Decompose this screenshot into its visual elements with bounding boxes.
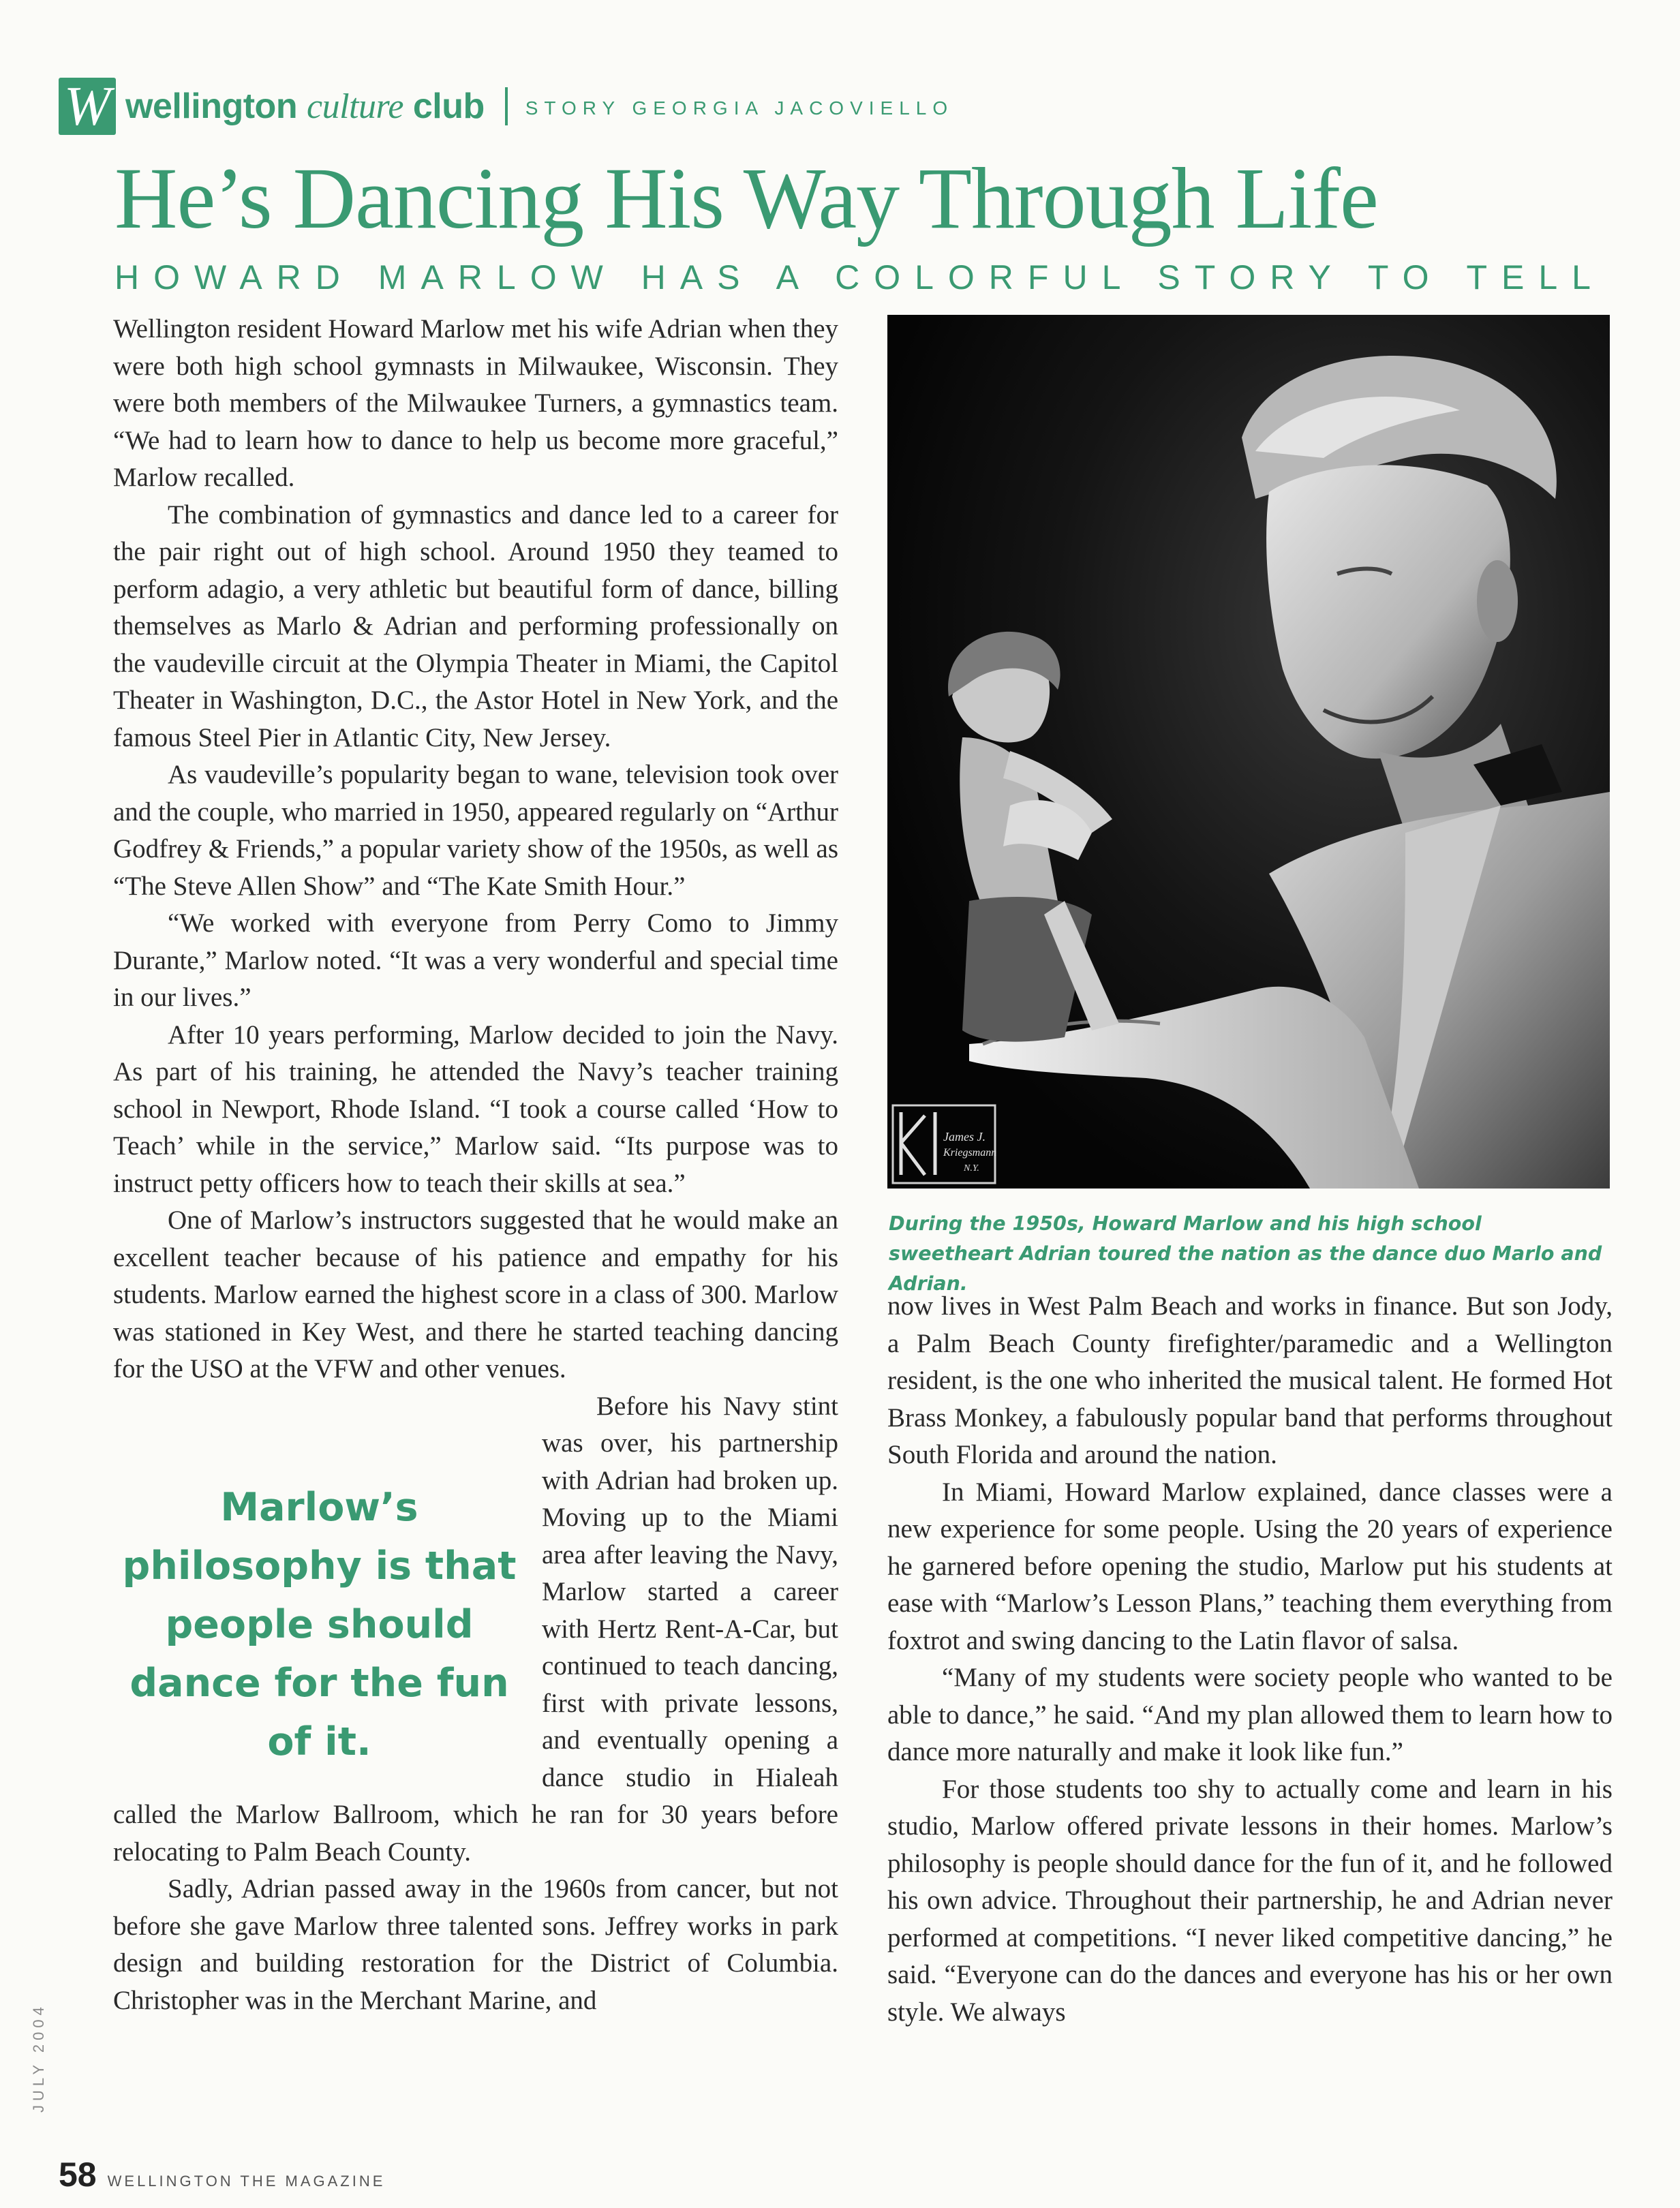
- paragraph: In Miami, Howard Marlow explained, dance classes were a new experience for some people. Using the 20 years of experience he garnered before opening the studio, Marlow put his students at ease with “Marlow’s Lesson Plans,” teaching them everything from foxtrot and swing dancing to the Latin flavor of salsa.: [887, 1477, 1613, 1655]
- issue-date-label: JULY 2004: [30, 2003, 47, 2113]
- section-name-part1: wellington: [125, 87, 307, 126]
- section-name: [125, 86, 485, 127]
- magazine-name: WELLINGTON THE MAGAZINE: [107, 2173, 386, 2190]
- paragraph: As vaudeville’s popularity began to wane, television took over and the couple, who married in 1950, appeared regularly on “Arthur Godfrey & Friends,” a popular variety show of the 1950s, as well as “The Steve Allen Show” and “The Kate Smith Hour.”: [113, 760, 838, 901]
- dancers-photo-illustration: [887, 315, 1610, 1189]
- article-headline: He’s Dancing His Way Through Life: [114, 150, 1378, 247]
- page-footer: [59, 2155, 385, 2194]
- article-column-right: [887, 1288, 1613, 2031]
- photo-signature-line2: Kriegsmann: [943, 1147, 997, 1159]
- article-column-left: [113, 311, 838, 2019]
- photo-caption: During the 1950s, Howard Marlow and his high school sweetheart Adrian toured the nation as the dance duo Marlo and Adrian.: [889, 1212, 1602, 1295]
- page-number: 58: [59, 2156, 97, 2194]
- article-deck: HOWARD MARLOW HAS A COLORFUL STORY TO TELL: [114, 258, 1605, 296]
- photo-signature-line1: James J.: [943, 1130, 986, 1144]
- paragraph: Wellington resident Howard Marlow met his wife Adrian when they were both high school gymnasts in Milwaukee, Wisconsin. They were both members of the Milwaukee Turners, a gymnastics team. “We had to learn how to dance to help us become more graceful,” Marlow recalled.: [113, 314, 838, 492]
- paragraph: After 10 years performing, Marlow decided to join the Navy. As part of his training, he attended the Navy’s teacher training school in Newport, Rhode Island. “I took a course called ‘How to Teach’ while in the service,” Marlow said. “Its purpose was to instruct petty officers how to teach their skills at sea.”: [113, 1019, 838, 1198]
- article-photo: [887, 315, 1610, 1189]
- paragraph: now lives in West Palm Beach and works in finance. But son Jody, a Palm Beach County firefighter/paramedic and a Wellington resident, is the one who inherited the musical talent. He formed Hot Brass Monkey, a fabulously popular band that performs throughout South Florida and around the nation.: [887, 1291, 1613, 1469]
- paragraph: Before his Navy stint was over, his partnership with Adrian had broken up. Moving up to the Miami area after leaving the Navy, Marlow started a career with Hertz Rent-A-Car, but continued to teach dancing, first with private lessons, and eventually opening a dance studio in Hialeah called the Marlow Ballroom, which he ran for 30 years before relocating to Palm Beach County.: [113, 1391, 838, 1867]
- paragraph: Sadly, Adrian passed away in the 1960s from cancer, but not before she gave Marlow three talented sons. Jeffrey works in park design and building restoration for the District of Columbia. Christopher was in the Merchant Marine, and: [113, 1874, 838, 2015]
- section-header: [59, 65, 953, 147]
- paragraph: One of Marlow’s instructors suggested that he would make an excellent teacher because of his patience and empathy for his students. Marlow earned the highest score in a class of 300. Marlow was stationed in Key West, and there he started teaching dancing for the USO at the VFW and other venues.: [113, 1206, 838, 1383]
- section-name-part3: club: [403, 87, 485, 126]
- paragraph: “Many of my students were society people who wanted to be able to dance,” he said. “And my plan allowed them to learn how to dance more naturally and make it look like fun.”: [887, 1663, 1613, 1766]
- byline: STORY GEORGIA JACOVIELLO: [525, 97, 954, 119]
- header-divider: [505, 87, 508, 125]
- paragraph: The combination of gymnastics and dance led to a career for the pair right out of high school. Around 1950 they teamed to perform adagio, a very athletic but beautiful form of dance, billing themselves as Marlo & Adrian and performing professionally on the vaudeville circuit at the Olympia Theater in Miami, the Capitol Theater in Washington, D.C., the Astor Hotel in New York, and the famous Steel Pier in Atlantic City, New Jersey.: [113, 500, 838, 752]
- paragraph: For those students too shy to actually come and learn in his studio, Marlow offered private lessons in their homes. Marlow’s philosophy is people should dance for the fun of it, and he followed his own advice. Throughout their partnership, he and Adrian never performed at competitions. “I never liked competitive dancing,” he said. “Everyone can do the dances and everyone has his or her own style. We always: [887, 1774, 1613, 2027]
- issue-date: [30, 2004, 60, 2208]
- paragraph: “We worked with everyone from Perry Como to Jimmy Durante,” Marlow noted. “It was a very wonderful and special time in our lives.”: [113, 908, 838, 1012]
- photo-signature-line3: N.Y.: [964, 1163, 979, 1174]
- wellington-logo-icon: W: [59, 78, 116, 135]
- section-name-part2: culture: [307, 87, 403, 126]
- pull-quote: Marlow’s philosophy is that people should dance for the fun of it.: [122, 1484, 517, 1764]
